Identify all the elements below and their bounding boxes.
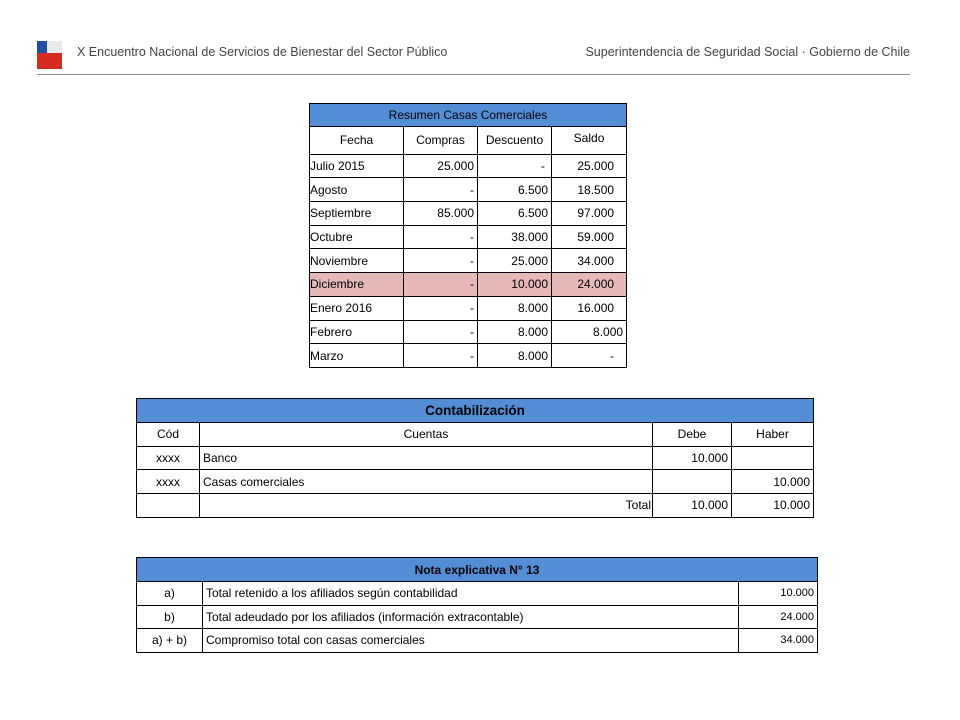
table-row <box>310 344 627 368</box>
contabilizacion-title: Contabilización <box>137 399 814 423</box>
empty-cell <box>137 494 200 518</box>
event-title: X Encuentro Nacional de Servicios de Bienestar del Sector Público <box>77 45 448 59</box>
saldo-cell: 24.000 <box>552 273 627 297</box>
compras-cell: - <box>404 249 478 273</box>
cod-cell: xxxx <box>137 470 200 494</box>
resumen-title-row <box>310 104 627 127</box>
column-header: Haber <box>732 423 814 447</box>
table-row <box>137 446 814 470</box>
table-row <box>310 202 627 226</box>
fecha-cell: Marzo <box>310 344 404 368</box>
table-row <box>137 582 818 606</box>
cod-cell: xxxx <box>137 446 200 470</box>
table-row <box>310 225 627 249</box>
saldo-cell: 97.000 <box>552 202 627 226</box>
descuento-cell: 6.500 <box>478 178 552 202</box>
debe-cell <box>653 470 732 494</box>
total-label: Total <box>200 494 653 518</box>
column-header: Debe <box>653 423 732 447</box>
nota-explicativa-table <box>136 557 818 653</box>
resumen-header-row <box>310 127 627 155</box>
compras-cell: - <box>404 344 478 368</box>
compras-cell: - <box>404 273 478 297</box>
haber-cell: 10.000 <box>732 470 814 494</box>
contabilizacion-header-row <box>137 423 814 447</box>
saldo-cell: 18.500 <box>552 178 627 202</box>
saldo-cell: 59.000 <box>552 225 627 249</box>
total-debe: 10.000 <box>653 494 732 518</box>
saldo-cell: 8.000 <box>552 320 627 344</box>
nota-text: Total retenido a los afiliados según contabilidad <box>203 582 739 606</box>
total-haber: 10.000 <box>732 494 814 518</box>
nota-label: a) <box>137 582 203 606</box>
compras-cell: - <box>404 320 478 344</box>
table-row <box>137 629 818 653</box>
fecha-cell: Septiembre <box>310 202 404 226</box>
compras-cell: - <box>404 178 478 202</box>
contabilizacion-title-row <box>137 399 814 423</box>
nota-label: b) <box>137 605 203 629</box>
saldo-cell: 25.000 <box>552 154 627 178</box>
fecha-cell: Julio 2015 <box>310 154 404 178</box>
descuento-cell: 8.000 <box>478 344 552 368</box>
descuento-cell: 25.000 <box>478 249 552 273</box>
table-row <box>310 320 627 344</box>
compras-cell: 25.000 <box>404 154 478 178</box>
column-header: Fecha <box>310 127 404 155</box>
table-row <box>310 154 627 178</box>
nota-label: a) + b) <box>137 629 203 653</box>
column-header: Cód <box>137 423 200 447</box>
resumen-table <box>309 103 627 368</box>
total-row <box>137 494 814 518</box>
fecha-cell: Octubre <box>310 225 404 249</box>
chile-flag-logo <box>37 41 62 69</box>
descuento-cell: 10.000 <box>478 273 552 297</box>
table-row <box>137 470 814 494</box>
fecha-cell: Agosto <box>310 178 404 202</box>
descuento-cell: 8.000 <box>478 320 552 344</box>
compras-cell: 85.000 <box>404 202 478 226</box>
descuento-cell: 38.000 <box>478 225 552 249</box>
cuenta-cell: Casas comerciales <box>200 470 653 494</box>
table-row <box>310 178 627 202</box>
saldo-cell: 34.000 <box>552 249 627 273</box>
descuento-cell: 6.500 <box>478 202 552 226</box>
contabilizacion-table <box>136 398 814 518</box>
column-header: Cuentas <box>200 423 653 447</box>
saldo-cell: 16.000 <box>552 296 627 320</box>
fecha-cell: Diciembre <box>310 273 404 297</box>
column-header: Saldo <box>552 127 627 155</box>
organization-title: Superintendencia de Seguridad Social · Gobierno de Chile <box>585 45 910 59</box>
fecha-cell: Noviembre <box>310 249 404 273</box>
saldo-cell: - <box>552 344 627 368</box>
table-row-highlighted <box>310 273 627 297</box>
table-row <box>310 296 627 320</box>
table-row <box>310 249 627 273</box>
nota-title-row <box>137 558 818 582</box>
header-divider <box>37 74 910 75</box>
nota-text: Compromiso total con casas comerciales <box>203 629 739 653</box>
resumen-title: Resumen Casas Comerciales <box>310 104 627 127</box>
nota-value: 34.000 <box>739 629 818 653</box>
descuento-cell: - <box>478 154 552 178</box>
nota-title: Nota explicativa N° 13 <box>137 558 818 582</box>
nota-value: 10.000 <box>739 582 818 606</box>
table-row <box>137 605 818 629</box>
compras-cell: - <box>404 225 478 249</box>
fecha-cell: Febrero <box>310 320 404 344</box>
column-header: Descuento <box>478 127 552 155</box>
nota-value: 24.000 <box>739 605 818 629</box>
compras-cell: - <box>404 296 478 320</box>
cuenta-cell: Banco <box>200 446 653 470</box>
nota-text: Total adeudado por los afiliados (información extracontable) <box>203 605 739 629</box>
haber-cell <box>732 446 814 470</box>
fecha-cell: Enero 2016 <box>310 296 404 320</box>
column-header: Compras <box>404 127 478 155</box>
debe-cell: 10.000 <box>653 446 732 470</box>
descuento-cell: 8.000 <box>478 296 552 320</box>
